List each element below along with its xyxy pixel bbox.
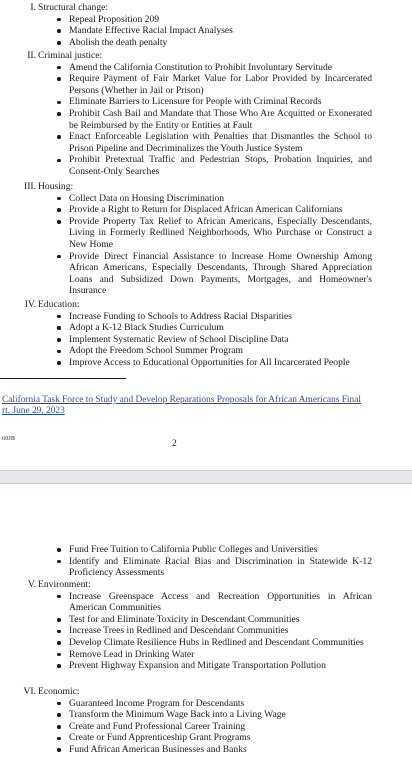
- list-item: Abolish the death penalty: [0, 37, 412, 49]
- bullet-list: [0, 544, 412, 579]
- document-page-2: [0, 484, 412, 769]
- section-numeral: V.: [27, 579, 36, 590]
- list-item: Improve Access to Educational Opportunities for All Incarcerated People: [0, 357, 412, 369]
- bullet-list: [0, 193, 412, 297]
- section-title: Environment:: [38, 579, 91, 590]
- bullet-list: [0, 591, 412, 672]
- list-item: Eliminate Barriers to Licensure for People with Criminal Records: [0, 96, 412, 108]
- list-item: Increase Funding to Schools to Address Racial Disparities: [0, 311, 412, 323]
- section-title: Education:: [38, 299, 80, 310]
- list-item: Repeal Proposition 209: [0, 14, 412, 26]
- section-title: Criminal justice:: [38, 50, 103, 61]
- section-heading: [0, 299, 412, 311]
- section-numeral: IV.: [24, 299, 36, 310]
- list-item: Enact Enforceable Legislation with Penalties that Dismantles the School to Prison Pipeline and Decriminalizes the Youth Justice System: [0, 131, 412, 154]
- section-title: Housing:: [38, 181, 74, 192]
- list-item: Fund African American Businesses and Banks: [0, 744, 412, 756]
- page-separator: [0, 470, 412, 484]
- page-number: 2: [172, 438, 177, 449]
- section-numeral: III.: [24, 181, 36, 192]
- section-numeral: II.: [27, 50, 36, 61]
- section-environment: [0, 579, 412, 672]
- footnote-divider: [0, 378, 126, 379]
- list-item: Prevent Highway Expansion and Mitigate Transportation Pollution: [0, 660, 412, 672]
- section-numeral: I.: [30, 2, 36, 13]
- list-item: Provide Property Tax Relief to African Americans, Especially Descendants, Living in Formerly Redlined Neighborhoods, Who Purchase or Construct a New Home: [0, 216, 412, 251]
- footnote-link[interactable]: [2, 395, 382, 418]
- list-item: Guaranteed Income Program for Descendants: [0, 698, 412, 710]
- section-heading: [0, 579, 412, 591]
- list-item: Adopt a K-12 Black Studies Curriculum: [0, 322, 412, 334]
- list-item: Fund Free Tuition to California Public Colleges and Universities: [0, 544, 412, 556]
- section-housing: [0, 181, 412, 297]
- list-item: Provide Direct Financial Assistance to Increase Home Ownership Among African Americans, Especially Descendants, Through Shared Appreciation Loans and Subsidized Down Payments, Mortgages, and Homeowner's Insurance: [0, 251, 412, 297]
- page-code: 60JB: [2, 436, 16, 442]
- footnote-link-line: rt, June 29, 2023: [2, 406, 65, 417]
- section-education-continued: [0, 544, 412, 579]
- section-education: [0, 299, 412, 369]
- section-criminal-justice: [0, 50, 412, 178]
- footnote-link-line: California Task Force to Study and Develop Reparations Proposals for African Americans Final: [2, 395, 361, 405]
- list-item: Identify and Eliminate Racial Bias and Discrimination in Statewide K-12 Proficiency Assessments: [0, 556, 412, 579]
- list-item: Increase Greenspace Access and Recreation Opportunities in African American Communities: [0, 591, 412, 614]
- list-item: Mandate Effective Racial Impact Analyses: [0, 25, 412, 37]
- bullet-list: [0, 698, 412, 756]
- list-item: Develop Climate Resilience Hubs in Redlined and Descendant Communities: [0, 637, 412, 649]
- section-structural-change: [0, 2, 412, 48]
- section-title: Structural change:: [38, 2, 109, 13]
- bullet-list: [0, 14, 412, 49]
- section-heading: [0, 50, 412, 62]
- bullet-list: [0, 62, 412, 178]
- section-heading: [0, 181, 412, 193]
- section-heading: [0, 2, 412, 14]
- list-item: Create or Fund Apprenticeship Grant Programs: [0, 732, 412, 744]
- list-item: Test for and Eliminate Toxicity in Descendant Communities: [0, 614, 412, 626]
- list-item: Collect Data on Housing Discrimination: [0, 193, 412, 205]
- list-item: Prohibit Pretextual Traffic and Pedestrian Stops, Probation Inquiries, and Consent-Only Searches: [0, 154, 412, 177]
- list-item: Provide a Right to Return for Displaced African American Californians: [0, 204, 412, 216]
- bullet-list: [0, 311, 412, 369]
- section-economic: [0, 686, 412, 756]
- list-item: Amend the California Constitution to Prohibit Involuntary Servitude: [0, 62, 412, 74]
- list-item: Transform the Minimum Wage Back into a Living Wage: [0, 709, 412, 721]
- list-item: Implement Systematic Review of School Discipline Data: [0, 334, 412, 346]
- list-item: Increase Trees in Redlined and Descendant Communities: [0, 625, 412, 637]
- section-numeral: VI.: [23, 686, 36, 697]
- list-item: Require Payment of Fair Market Value for Labor Provided by Incarcerated Persons (Whether in Jail or Prison): [0, 73, 412, 96]
- section-heading: [0, 686, 412, 698]
- list-item: Adopt the Freedom School Summer Program: [0, 345, 412, 357]
- list-item: Prohibit Cash Bail and Mandate that Those Who Are Acquitted or Exonerated be Reimbursed by the Entity or Entities at Fault: [0, 108, 412, 131]
- list-item: Create and Fund Professional Career Training: [0, 721, 412, 733]
- list-item: Remove Lead in Drinking Water: [0, 649, 412, 661]
- section-title: Economic:: [38, 686, 80, 697]
